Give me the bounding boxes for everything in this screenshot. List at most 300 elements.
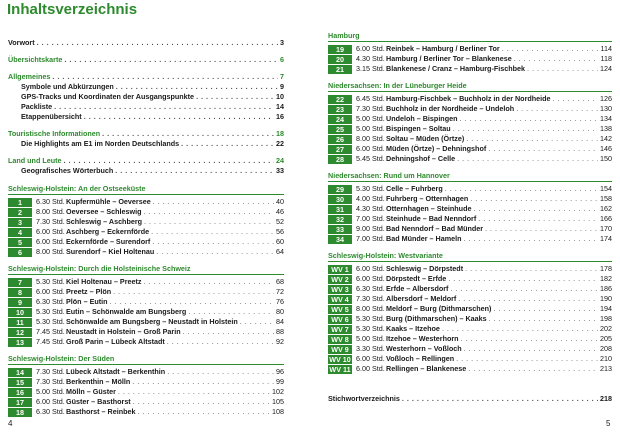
stage-page: 174 [600, 234, 612, 243]
stage-duration: 8.00 Std. [356, 134, 385, 143]
toc-entry-label: Etappenübersicht [21, 112, 82, 121]
dot-leader [527, 64, 598, 74]
index-entry-page: 218 [600, 394, 612, 403]
dot-leader [553, 94, 598, 104]
spacer [8, 149, 284, 156]
stage-route: Hamburg / Berliner Tor – Blankenese [386, 54, 512, 63]
stage-route: Erfde – Albersdorf [386, 284, 449, 293]
stage-duration: 7.30 Std. [36, 367, 65, 376]
spacer [8, 122, 284, 129]
stage-route: Undeloh – Bispingen [386, 114, 458, 123]
stage-route: Surendorf – Kiel Holtenau [66, 247, 155, 256]
dot-leader [459, 114, 598, 124]
stage-page: 158 [600, 194, 612, 203]
stage-row[interactable] [328, 184, 612, 194]
stage-row[interactable] [8, 337, 284, 347]
stage-page: 202 [600, 324, 612, 333]
toc-entry-label: Symbole und Abkürzungen [21, 82, 114, 91]
page-number-left: 4 [8, 419, 13, 428]
stage-row[interactable] [328, 94, 612, 104]
stage-page: 64 [276, 247, 284, 256]
stage-number-badge: 21 [328, 65, 352, 74]
stage-row[interactable] [8, 217, 284, 227]
dot-leader [181, 139, 274, 149]
stage-number-badge: WV 6 [328, 315, 352, 324]
stage-route: Bispingen – Soltau [386, 124, 451, 133]
dot-leader [402, 394, 598, 404]
stage-duration: 6.45 Std. [356, 94, 385, 103]
index-entry-label: Stichwortverzeichnis [328, 394, 400, 403]
dot-leader [448, 274, 598, 284]
stage-number-badge: 27 [328, 145, 352, 154]
dot-leader [464, 344, 598, 354]
dot-leader [196, 92, 274, 102]
stage-row[interactable] [328, 144, 612, 154]
stage-page: 118 [600, 54, 612, 63]
stage-route: Hamburg-Fischbek – Buchholz in der Nordheide [386, 94, 551, 103]
stage-page: 130 [600, 104, 612, 113]
stage-route: Burg (Dithmarschen) – Kaaks [386, 314, 487, 323]
stage-row[interactable] [328, 214, 612, 224]
toc-entry-label: Die Highlights am E1 im Norden Deutschlands [21, 139, 180, 148]
stage-page: 114 [600, 44, 612, 53]
dot-leader [144, 207, 274, 217]
toc-entry[interactable] [8, 156, 284, 166]
stage-page: 99 [276, 377, 284, 386]
dot-leader [485, 224, 598, 234]
stage-row[interactable] [8, 317, 284, 327]
stage-page: 92 [276, 337, 284, 346]
dot-leader [115, 166, 274, 176]
stage-page: 142 [600, 134, 612, 143]
dot-leader [514, 54, 599, 64]
stage-duration: 6.00 Std. [356, 364, 385, 373]
spacer [328, 387, 612, 394]
stage-duration: 7.45 Std. [36, 337, 65, 346]
stage-row[interactable] [328, 304, 612, 314]
stage-row[interactable] [8, 307, 284, 317]
stage-duration: 6.00 Std. [36, 397, 65, 406]
dot-leader [84, 112, 274, 122]
stage-row[interactable] [8, 377, 284, 387]
stage-page: 150 [600, 154, 612, 163]
stage-route: Fuhrberg – Otternhagen [386, 194, 469, 203]
stage-row[interactable] [328, 284, 612, 294]
toc-entry-page: 24 [276, 156, 284, 165]
toc-section [328, 30, 612, 74]
stage-number-badge: 20 [328, 55, 352, 64]
stage-page: 186 [600, 284, 612, 293]
stage-row[interactable] [328, 204, 612, 214]
stage-route: Basthorst – Reinbek [66, 407, 136, 416]
stage-route: Voßloch – Rellingen [386, 354, 455, 363]
stage-number-badge: 29 [328, 185, 352, 194]
stage-duration: 7.00 Std. [356, 234, 385, 243]
stage-route: Soltau – Müden (Örtze) [386, 134, 465, 143]
toc-section [8, 263, 284, 347]
toc-entry-label: Packliste [21, 102, 53, 111]
stage-row[interactable] [328, 44, 612, 54]
stage-row[interactable] [328, 234, 612, 244]
toc-entry-page: 10 [276, 92, 284, 101]
stage-page: 68 [276, 277, 284, 286]
stage-route: Neustadt in Holstein – Groß Parin [66, 327, 181, 336]
stage-row[interactable] [328, 264, 612, 274]
stage-page: 102 [272, 387, 284, 396]
stage-number-badge: WV 2 [328, 275, 352, 284]
dot-leader [489, 314, 598, 324]
stage-duration: 6.00 Std. [36, 237, 65, 246]
toc-entry-page: 18 [276, 129, 284, 138]
stage-row[interactable] [328, 294, 612, 304]
page-title: Inhaltsverzeichnis [7, 1, 138, 18]
stage-row[interactable] [8, 297, 284, 307]
dot-leader [516, 104, 598, 114]
stage-duration: 4.30 Std. [356, 54, 385, 63]
stage-number-badge: 31 [328, 205, 352, 214]
toc-entry[interactable] [8, 166, 284, 176]
stage-route: Blankenese / Cranz – Hamburg-Fischbek [386, 64, 526, 73]
toc-entry-page: 16 [276, 112, 284, 121]
stage-number-badge: 9 [8, 298, 32, 307]
dot-leader [144, 217, 274, 227]
toc-entry-page: 3 [280, 38, 284, 47]
toc-entry-label: Touristische Informationen [8, 129, 101, 138]
stage-row[interactable] [8, 327, 284, 337]
stage-page: 60 [276, 237, 284, 246]
stage-row[interactable] [8, 367, 284, 377]
dot-leader [138, 407, 271, 417]
stage-row[interactable] [328, 124, 612, 134]
stage-route: Kupfermühle – Oeversee [66, 197, 151, 206]
toc-left-column [8, 38, 284, 423]
stage-duration: 5.00 Std. [356, 114, 385, 123]
dot-leader [133, 397, 270, 407]
stage-number-badge: 34 [328, 235, 352, 244]
stage-duration: 5.30 Std. [36, 277, 65, 286]
stage-page: 124 [600, 64, 612, 73]
stage-route: Albersdorf – Meldorf [386, 294, 457, 303]
stage-row[interactable] [8, 207, 284, 217]
stage-number-badge: 23 [328, 105, 352, 114]
stage-number-badge: 19 [328, 45, 352, 54]
stage-number-badge: 5 [8, 238, 32, 247]
stage-page: 198 [600, 314, 612, 323]
dot-leader [502, 44, 599, 54]
stage-duration: 6.00 Std. [356, 274, 385, 283]
stage-page: 76 [276, 297, 284, 306]
toc-section [8, 183, 284, 257]
spacer [8, 65, 284, 72]
stage-number-badge: WV 8 [328, 335, 352, 344]
stage-route: Bad Münder – Hameln [386, 234, 462, 243]
toc-entry-label: Übersichtskarte [8, 55, 63, 64]
stage-row[interactable] [328, 114, 612, 124]
toc-entry-label: Geografisches Wörterbuch [21, 166, 114, 175]
dot-leader [52, 72, 278, 82]
stage-number-badge: WV 1 [328, 265, 352, 274]
toc-entry-page: 9 [280, 82, 284, 91]
stage-page: 194 [600, 304, 612, 313]
stage-number-badge: WV 10 [329, 354, 351, 364]
stage-number-badge: 7 [8, 278, 32, 287]
stage-page: 170 [600, 224, 612, 233]
stage-row[interactable] [8, 227, 284, 237]
stage-number-badge: WV 7 [328, 325, 352, 334]
stage-number-badge: 17 [8, 398, 32, 407]
stage-duration: 6.00 Std. [356, 264, 385, 273]
dot-leader [445, 184, 598, 194]
stage-row[interactable] [8, 247, 284, 257]
toc-entry[interactable] [8, 102, 284, 112]
dot-leader [466, 134, 598, 144]
stage-row[interactable] [328, 64, 612, 74]
stage-duration: 8.00 Std. [356, 304, 385, 313]
toc-entry-page: 6 [280, 55, 284, 64]
dot-leader [102, 129, 274, 139]
stage-route: Mölln – Güster [66, 387, 116, 396]
toc-entry[interactable] [8, 92, 284, 102]
stage-duration: 6.00 Std. [36, 287, 65, 296]
stage-duration: 8.00 Std. [36, 247, 65, 256]
dot-leader [463, 234, 598, 244]
stage-duration: 7.30 Std. [356, 294, 385, 303]
spacer [328, 380, 612, 387]
stage-duration: 5.30 Std. [356, 324, 385, 333]
stage-row[interactable] [8, 407, 284, 417]
stage-number-badge: WV 5 [328, 305, 352, 314]
dot-leader [453, 124, 598, 134]
stage-duration: 6.00 Std. [356, 44, 385, 53]
stage-route: Lübeck Altstadt – Berkenthin [66, 367, 166, 376]
stage-number-badge: WV 9 [328, 345, 352, 354]
stage-page: 208 [600, 344, 612, 353]
stage-duration: 5.00 Std. [356, 334, 385, 343]
toc-entry-page: 22 [276, 139, 284, 148]
stage-number-badge: 1 [8, 198, 32, 207]
stage-row[interactable] [8, 237, 284, 247]
stage-number-badge: 3 [8, 218, 32, 227]
stage-number-badge: 33 [328, 225, 352, 234]
stage-page: 105 [272, 397, 284, 406]
stage-number-badge: 4 [8, 228, 32, 237]
dot-leader [116, 82, 278, 92]
stage-row[interactable] [328, 364, 612, 374]
stage-duration: 7.45 Std. [36, 327, 65, 336]
stage-number-badge: 24 [328, 115, 352, 124]
toc-section [8, 353, 284, 417]
stage-page: 182 [600, 274, 612, 283]
stage-route: Berkenthin – Mölln [66, 377, 131, 386]
dot-leader [153, 197, 274, 207]
stage-page: 134 [600, 114, 612, 123]
stage-page: 88 [276, 327, 284, 336]
stage-number-badge: 6 [8, 248, 32, 257]
toc-entry[interactable] [8, 72, 284, 82]
stage-row[interactable] [328, 324, 612, 334]
toc-entry-page: 14 [276, 102, 284, 111]
dot-leader [465, 264, 598, 274]
stage-route: Rellingen – Blankenese [386, 364, 467, 373]
stage-row[interactable] [8, 387, 284, 397]
stage-row[interactable] [328, 194, 612, 204]
stage-page: 84 [276, 317, 284, 326]
stage-duration: 5.45 Std. [356, 154, 385, 163]
toc-entry[interactable] [8, 112, 284, 122]
stage-route: Celle – Fuhrberg [386, 184, 443, 193]
stage-duration: 7.30 Std. [356, 104, 385, 113]
stage-row[interactable] [328, 134, 612, 144]
toc-entry[interactable] [8, 55, 284, 65]
stage-duration: 8.00 Std. [36, 207, 65, 216]
index-entry[interactable] [328, 394, 612, 404]
stage-page: 96 [276, 367, 284, 376]
toc-entry-label: GPS-Tracks und Koordinaten der Ausgangspunkte [21, 92, 195, 101]
stage-duration: 6.00 Std. [356, 144, 385, 153]
toc-entry[interactable] [8, 82, 284, 92]
dot-leader [240, 317, 274, 327]
stage-route: Reinbek – Hamburg / Berliner Tor [386, 44, 500, 53]
dot-leader [442, 324, 598, 334]
stage-route: Güster – Basthorst [66, 397, 131, 406]
stage-route: Otternhagen – Steinhude [386, 204, 472, 213]
stage-page: 190 [600, 294, 612, 303]
spacer [8, 176, 284, 183]
stage-number-badge: 25 [328, 125, 352, 134]
stage-duration: 6.30 Std. [36, 197, 65, 206]
stage-page: 138 [600, 124, 612, 133]
dot-leader [156, 247, 274, 257]
stage-duration: 6.00 Std. [36, 227, 65, 236]
toc-entry[interactable] [8, 38, 284, 48]
dot-leader [113, 287, 274, 297]
dot-leader [458, 294, 598, 304]
section-heading: Hamburg [328, 30, 612, 42]
stage-row[interactable] [8, 277, 284, 287]
stage-number-badge: 16 [8, 388, 32, 397]
stage-number-badge: 13 [8, 338, 32, 347]
dot-leader [493, 304, 598, 314]
stage-route: Meldorf – Burg (Dithmarschen) [386, 304, 492, 313]
dot-leader [37, 38, 278, 48]
section-heading: Schleswig-Holstein: Der Süden [8, 353, 284, 365]
stage-route: Schönwalde am Bungsberg – Neustadt in Holstein [66, 317, 238, 326]
dot-leader [456, 354, 598, 364]
page-number-right: 5 [606, 419, 611, 428]
stage-row[interactable] [328, 54, 612, 64]
stage-page: 52 [276, 217, 284, 226]
stage-row[interactable] [8, 397, 284, 407]
stage-number-badge: 22 [328, 95, 352, 104]
stage-route: Dörpstedt – Erfde [386, 274, 447, 283]
stage-duration: 4.30 Std. [356, 204, 385, 213]
stage-number-badge: 2 [8, 208, 32, 217]
stage-duration: 7.30 Std. [36, 217, 65, 226]
dot-leader [144, 277, 275, 287]
section-heading: Schleswig-Holstein: An der Ostseeküste [8, 183, 284, 195]
dot-leader [468, 364, 598, 374]
stage-duration: 7.00 Std. [356, 214, 385, 223]
stage-duration: 7.30 Std. [36, 377, 65, 386]
stage-route: Aschberg – Eckernförde [66, 227, 150, 236]
stage-number-badge: 18 [8, 408, 32, 417]
stage-row[interactable] [328, 344, 612, 354]
stage-duration: 3.15 Std. [356, 64, 385, 73]
stage-row[interactable] [328, 334, 612, 344]
toc-section [328, 170, 612, 244]
stage-row[interactable] [328, 104, 612, 114]
dot-leader [488, 144, 598, 154]
stage-number-badge: WV 3 [328, 285, 352, 294]
dot-leader [183, 327, 274, 337]
stage-page: 46 [276, 207, 284, 216]
stage-duration: 4.00 Std. [356, 194, 385, 203]
dot-leader [118, 387, 270, 397]
dot-leader [167, 337, 274, 347]
stage-row[interactable] [8, 287, 284, 297]
stage-number-badge: 10 [8, 308, 32, 317]
stage-page: 154 [600, 184, 612, 193]
section-heading: Schleswig-Holstein: Westvariante [328, 250, 612, 262]
stage-page: 178 [600, 264, 612, 273]
toc-entry[interactable] [8, 139, 284, 149]
stage-page: 72 [276, 287, 284, 296]
stage-number-badge: 15 [8, 378, 32, 387]
stage-row[interactable] [328, 274, 612, 284]
stage-page: 126 [600, 94, 612, 103]
dot-leader [461, 334, 598, 344]
stage-route: Bad Nenndorf – Bad Münder [386, 224, 484, 233]
stage-row[interactable] [328, 354, 612, 364]
dot-leader [470, 194, 598, 204]
stage-number-badge: WV 11 [329, 364, 351, 374]
stage-duration: 5.30 Std. [36, 307, 65, 316]
stage-row[interactable] [328, 314, 612, 324]
stage-duration: 5.30 Std. [356, 314, 385, 323]
stage-row[interactable] [8, 197, 284, 207]
stage-page: 56 [276, 227, 284, 236]
toc-entry[interactable] [8, 129, 284, 139]
stage-route: Schleswig – Dörpstedt [386, 264, 464, 273]
stage-duration: 6.30 Std. [36, 297, 65, 306]
stage-number-badge: 32 [328, 215, 352, 224]
toc-section [328, 250, 612, 374]
stage-row[interactable] [328, 154, 612, 164]
stage-page: 146 [600, 144, 612, 153]
section-heading: Niedersachsen: Rund um Hannover [328, 170, 612, 182]
dot-leader [110, 297, 274, 307]
stage-route: Eckernförde – Surendorf [66, 237, 151, 246]
toc-entry-label: Land und Leute [8, 156, 62, 165]
stage-page: 162 [600, 204, 612, 213]
stage-page: 80 [276, 307, 284, 316]
spacer [8, 48, 284, 55]
stage-number-badge: 14 [8, 368, 32, 377]
stage-duration: 5.00 Std. [356, 124, 385, 133]
dot-leader [64, 55, 278, 65]
stage-number-badge: 11 [8, 318, 32, 327]
toc-right-column [328, 30, 612, 404]
stage-duration: 6.00 Std. [356, 354, 385, 363]
stage-route: Müden (Örtze) – Dehningshof [386, 144, 487, 153]
stage-row[interactable] [328, 224, 612, 234]
stage-number-badge: 12 [8, 328, 32, 337]
stage-number-badge: 28 [328, 155, 352, 164]
stage-route: Oeversee – Schleswig [66, 207, 142, 216]
toc-entry-page: 7 [280, 72, 284, 81]
stage-page: 213 [600, 364, 612, 373]
dot-leader [473, 204, 598, 214]
